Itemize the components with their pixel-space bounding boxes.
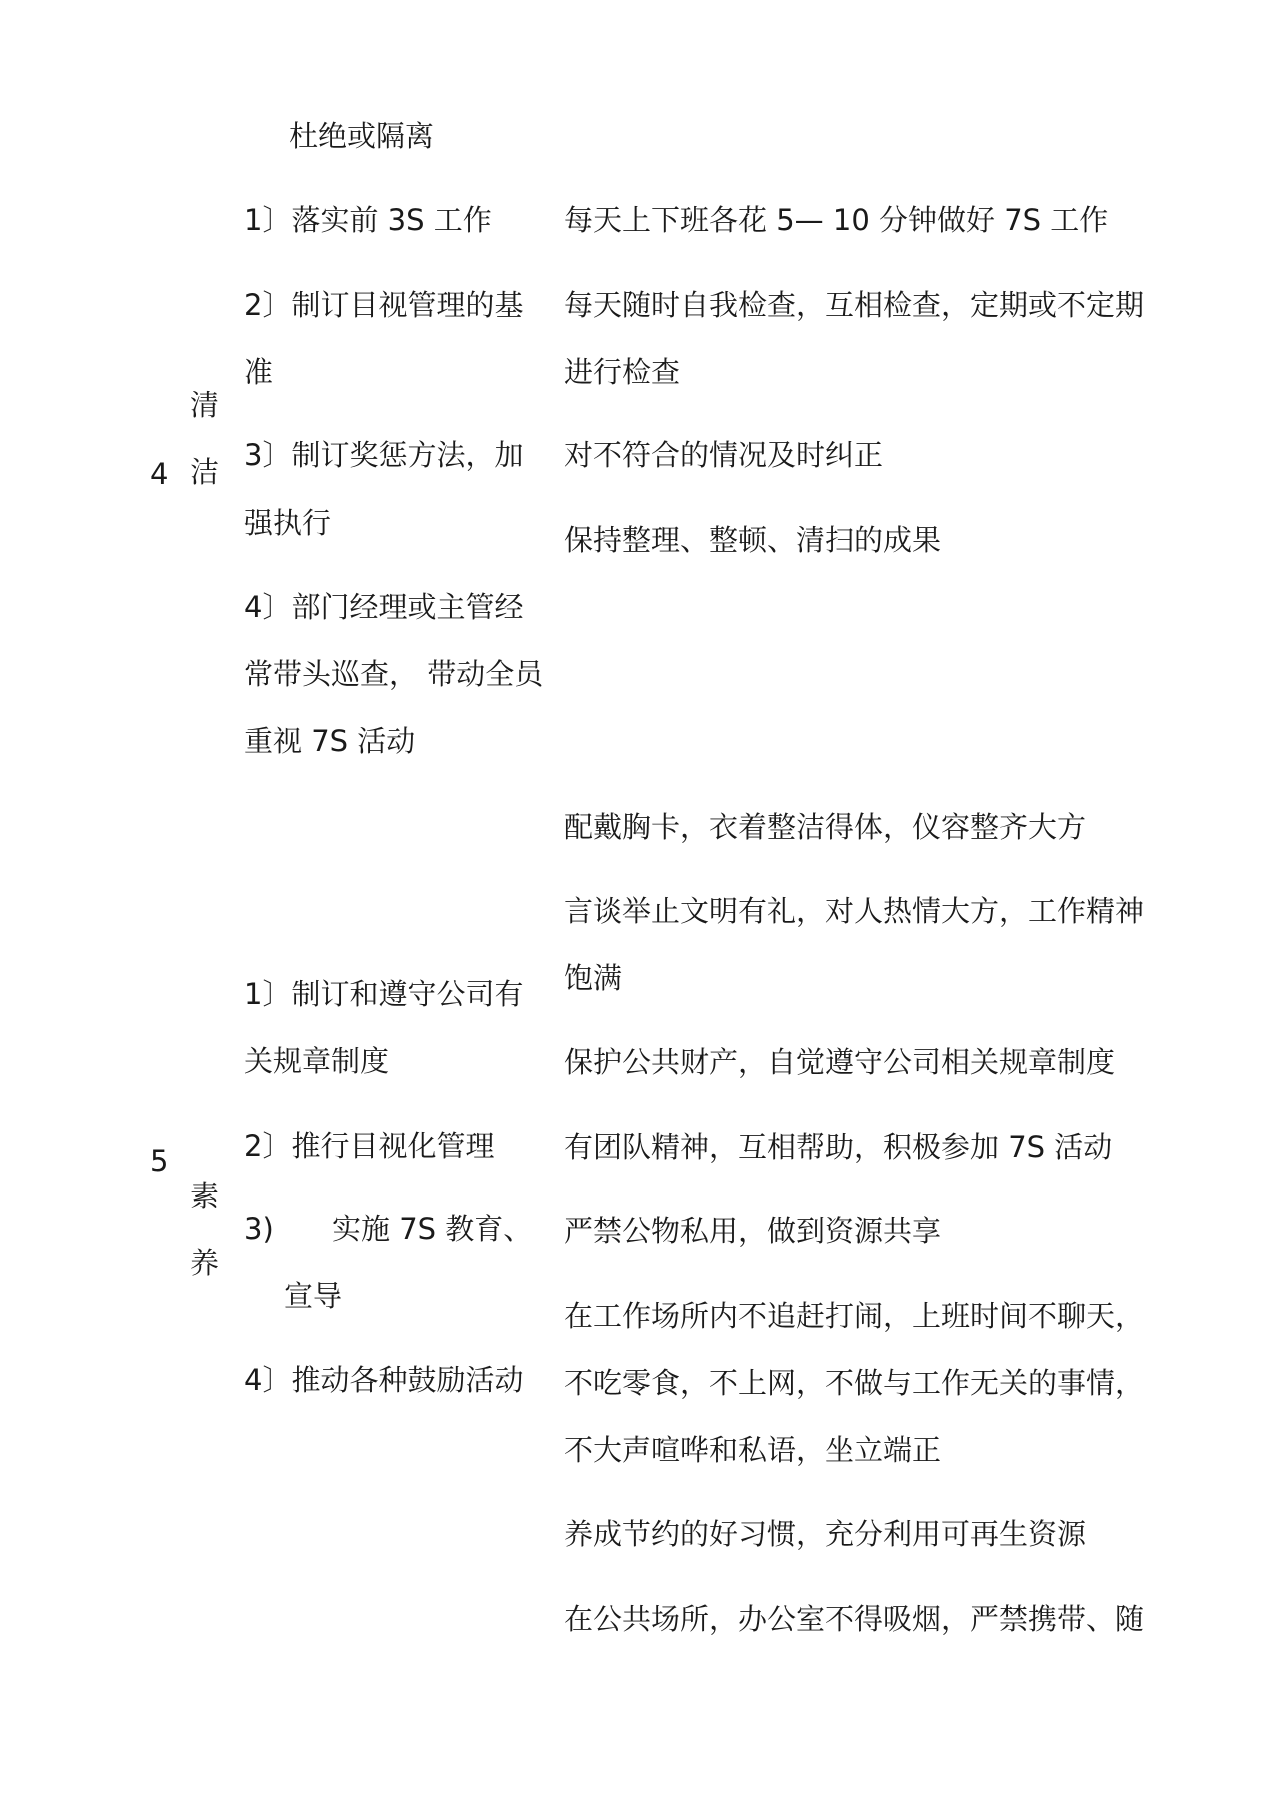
measure-line: 关规章制度 — [244, 1044, 390, 1078]
measure-line: 准 — [244, 355, 274, 389]
standard-line: 严禁公物私用，做到资源共享 — [564, 1214, 942, 1248]
measure-line: 1〕制订和遵守公司有 — [244, 977, 524, 1011]
measure-line: 2〕推行目视化管理 — [244, 1129, 495, 1163]
standard-line: 对不符合的情况及时纠正 — [564, 438, 884, 472]
section-number: 4 — [150, 457, 169, 491]
measure-line: 宣导 — [284, 1279, 343, 1313]
measure-line: 4〕部门经理或主管经 — [244, 590, 524, 624]
measure-line: 重视 7S 活动 — [244, 724, 416, 758]
section-name-char: 洁 — [190, 455, 220, 489]
standard-line: 养成节约的好习惯，充分利用可再生资源 — [564, 1517, 1087, 1551]
standard-line: 在工作场所内不追赶打闹，上班时间不聊天， — [564, 1299, 1145, 1333]
standard-line: 言谈举止文明有礼，对人热情大方，工作精神 — [564, 894, 1145, 928]
standard-line: 保持整理、整顿、清扫的成果 — [564, 523, 942, 557]
section-name-char: 养 — [190, 1246, 220, 1280]
carry-over-text: 杜绝或隔离 — [289, 119, 435, 153]
standard-line: 有团队精神，互相帮助，积极参加 7S 活动 — [564, 1130, 1113, 1164]
measure-line: 3) — [244, 1212, 274, 1246]
measure-line: 2〕制订目视管理的基 — [244, 288, 524, 322]
standard-line: 进行检查 — [564, 355, 681, 389]
standard-line: 饱满 — [564, 961, 623, 995]
standard-line: 每天随时自我检查，互相检查，定期或不定期 — [564, 288, 1145, 322]
standard-line: 在公共场所，办公室不得吸烟，严禁携带、随 — [564, 1602, 1145, 1636]
standard-line: 不吃零食，不上网，不做与工作无关的事情， — [564, 1366, 1145, 1400]
section-name-char: 清 — [190, 388, 220, 422]
standard-line: 配戴胸卡，衣着整洁得体，仪容整齐大方 — [564, 810, 1087, 844]
standard-line: 保护公共财产，自觉遵守公司相关规章制度 — [564, 1045, 1116, 1079]
measure-line: 4〕推动各种鼓励活动 — [244, 1363, 524, 1397]
measure-line: 强执行 — [244, 506, 332, 540]
standard-line: 每天上下班各花 5— 10 分钟做好 7S 工作 — [564, 203, 1109, 237]
measure-line: 常带头巡查， 带动全员 — [244, 657, 544, 691]
section-name-char: 素 — [190, 1179, 220, 1213]
section-number: 5 — [150, 1144, 169, 1178]
measure-line: 实施 7S 教育、 — [332, 1212, 533, 1246]
measure-line: 1〕落实前 3S 工作 — [244, 203, 492, 237]
measure-line: 3〕制订奖惩方法，加 — [244, 438, 524, 472]
standard-line: 不大声喧哗和私语，坐立端正 — [564, 1433, 942, 1467]
